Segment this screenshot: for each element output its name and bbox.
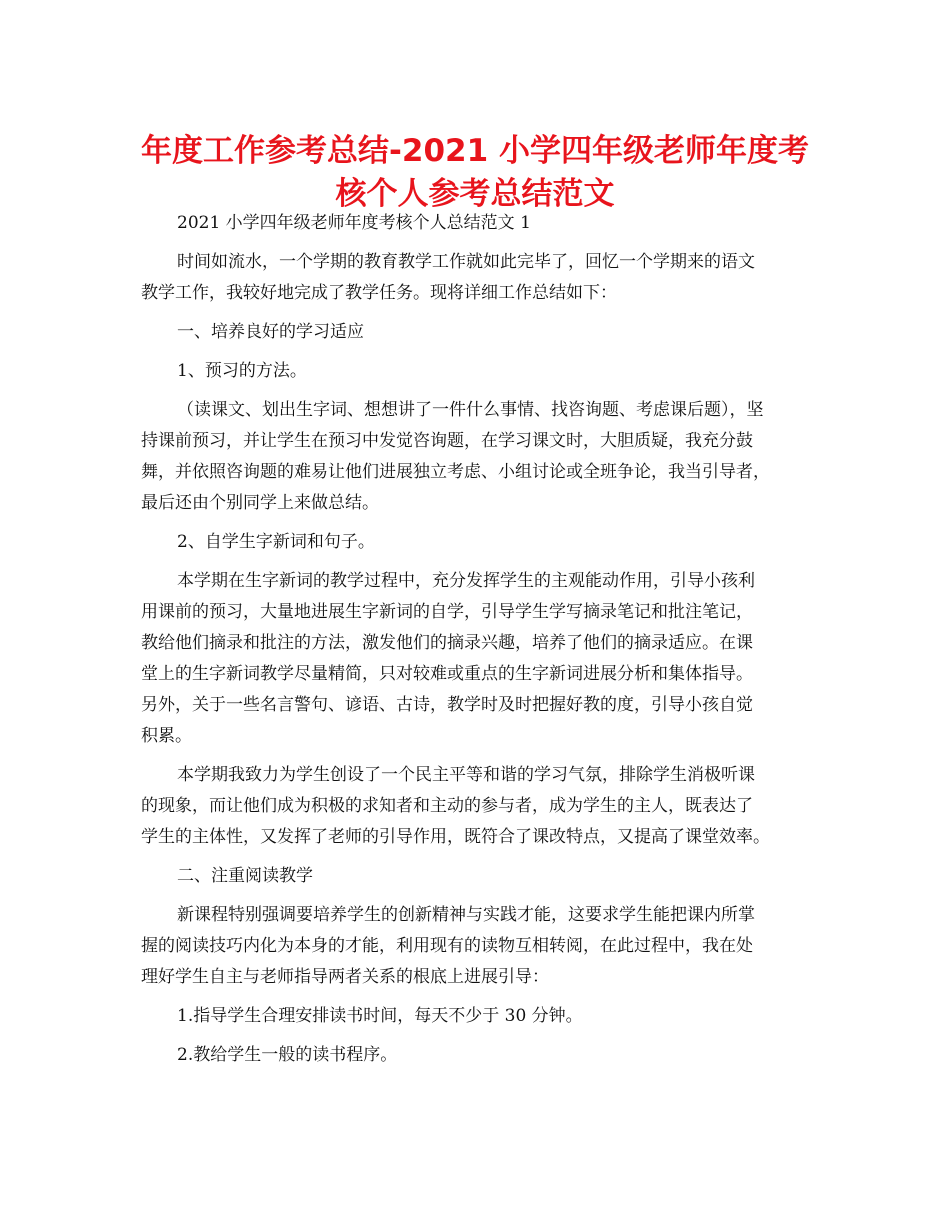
body-text-line: 新课程特别强调要培养学生的创新精神与实践才能，这要求学生能把课内所掌 [177,905,755,925]
paragraph-gap [141,892,831,900]
body-text-line: 2.教给学生一般的读书程序。 [177,1045,398,1065]
body-text-line: （读课文、划出生字词、想想讲了一件什么事情、找咨询题、考虑课后题），坚 [177,400,764,420]
paragraph-gap [141,558,831,566]
paragraph-gap [141,1032,831,1040]
body-text-line: 教学工作，我较好地完成了教学任务。现将详细工作总结如下： [141,283,617,303]
body-text-line: 积累。 [141,726,192,746]
paragraph-gap [141,348,831,356]
body-text-line: 持课前预习，并让学生在预习中发觉咨询题，在学习课文时，大胆质疑，我充分鼓 [141,431,753,451]
body-text-line: 舞，并依照咨询题的难易让他们进展独立考虑、小组讨论或全班争论，我当引导者， [141,462,770,482]
body-text-line: 教给他们摘录和批注的方法，激发他们的摘录兴趣，培养了他们的摘录适应。在课 [141,633,753,653]
body-text-line: 最后还由个别同学上来做总结。 [141,493,379,513]
body-text-line: 学生的主体性，又发挥了老师的引导作用，既符合了课改特点，又提高了课堂效率。 [141,827,770,847]
paragraph-gap [141,309,831,317]
body-text-line: 堂上的生字新词教学尽量精简，只对较难或重点的生字新词进展分析和集体指导。 [141,664,753,684]
body-text-line: 用课前的预习，大量地进展生字新词的自学，引导学生学写摘录笔记和批注笔记， [141,602,753,622]
body-text-line: 2、自学生字新词和句子。 [177,532,375,552]
body-text-line: 另外，关于一些名言警句、谚语、古诗，教学时及时把握好教的度，引导小孩自觉 [141,695,753,715]
body-text-line: 时间如流水，一个学期的教育教学工作就如此完毕了，回忆一个学期来的语文 [177,252,755,272]
paragraph-gap [141,993,831,1001]
body-text-line: 本学期在生字新词的教学过程中，充分发挥学生的主观能动作用，引导小孩利 [177,571,755,591]
paragraph-gap [141,387,831,395]
paragraph-gap [141,239,831,247]
document-title-line-2: 核个人参考总结范文 [335,176,615,212]
body-text-line: 二、注重阅读教学 [177,866,313,886]
document-title-line-1: 年度工作参考总结-2021 小学四年级老师年度考 [141,133,809,169]
paragraph-gap [141,752,831,760]
body-text-line: 2021 小学四年级老师年度考核个人总结范文 1 [177,213,531,233]
body-text-line: 握的阅读技巧内化为本身的才能，利用现有的读物互相转阅，在此过程中，我在处 [141,936,753,956]
body-text-line: 一、培养良好的学习适应 [177,322,364,342]
body-text-line: 本学期我致力为学生创设了一个民主平等和谐的学习气氛，排除学生消极听课 [177,765,755,785]
paragraph-gap [141,519,831,527]
paragraph-gap [141,853,831,861]
document-body [141,208,831,1071]
body-text-line: 理好学生自主与老师指导两者关系的根底上进展引导： [141,967,549,987]
body-text-line: 的现象，而让他们成为积极的求知者和主动的参与者，成为学生的主人，既表达了 [141,796,753,816]
body-text-line: 1、预习的方法。 [177,361,307,381]
body-text-line: 1.指导学生合理安排读书时间，每天不少于 30 分钟。 [177,1006,583,1026]
